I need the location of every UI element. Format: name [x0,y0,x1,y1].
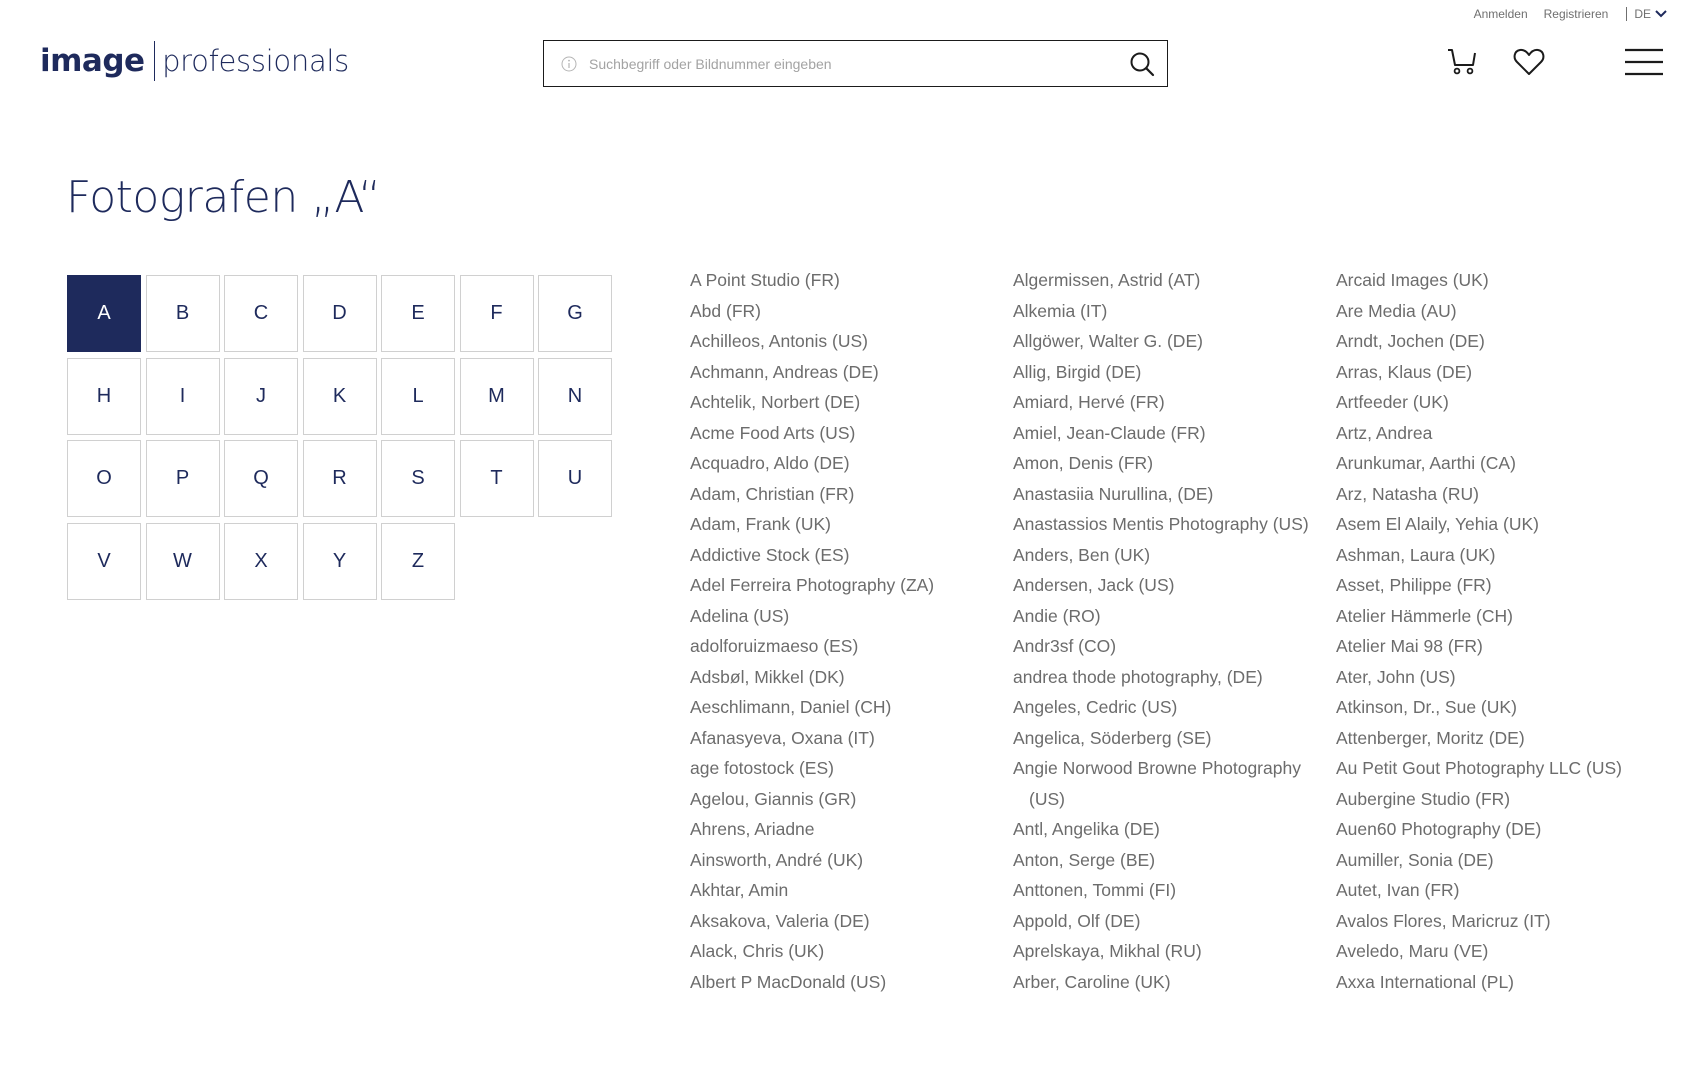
site-logo[interactable] [40,40,349,82]
letter-tile-n[interactable]: N [538,358,612,435]
letter-tile-h[interactable]: H [67,358,141,435]
letter-tile-o[interactable]: O [67,440,141,517]
photographer-link[interactable]: Amiel, Jean-Claude (FR) [1013,422,1206,443]
letter-tile-z[interactable]: Z [381,523,455,600]
letter-tile-y[interactable]: Y [303,523,377,600]
photographer-link[interactable]: Angelica, Söderberg (SE) [1013,727,1212,748]
letter-tile-e[interactable]: E [381,275,455,352]
login-link[interactable]: Anmelden [1473,7,1528,21]
letter-tile-p[interactable]: P [146,440,220,517]
photographer-link[interactable]: Angeles, Cedric (US) [1013,697,1178,717]
photographer-link[interactable]: Appold, Olf (DE) [1013,910,1141,931]
letter-tile-s[interactable]: S [381,440,455,517]
photographer-link[interactable]: andrea thode photography, (DE) [1013,666,1263,687]
photographer-link[interactable]: Atelier Mai 98 (FR) [1336,636,1483,656]
photographer-link[interactable]: Adam, Frank (UK) [690,514,831,534]
photographer-link[interactable]: Aveledo, Maru (VE) [1336,941,1489,961]
photographer-link[interactable]: Arz, Natasha (RU) [1336,483,1479,504]
photographer-link[interactable]: Arunkumar, Aarthi (CA) [1336,453,1516,473]
photographer-link[interactable]: Aeschlimann, Daniel (CH) [690,697,892,717]
logo-text-image: image [40,43,145,79]
photographer-link[interactable]: Adam, Christian (FR) [690,483,855,504]
photographer-link[interactable]: Asem El Alaily, Yehia (UK) [1336,514,1539,534]
photographer-link[interactable]: Aksakova, Valeria (DE) [690,910,870,931]
letter-tile-r[interactable]: R [303,440,377,517]
photographer-link[interactable]: Afanasyeva, Oxana (IT) [690,727,875,748]
photographer-link[interactable]: Antl, Angelika (DE) [1013,819,1160,839]
photographer-link[interactable]: Andie (RO) [1013,605,1101,626]
photographer-link[interactable]: Are Media (AU) [1336,300,1457,321]
photographer-link[interactable]: Anastasiia Nurullina, (DE) [1013,483,1214,504]
photographer-link[interactable]: Arras, Klaus (DE) [1336,361,1473,382]
letter-tile-x[interactable]: X [224,523,298,600]
letter-tile-a[interactable]: A [67,275,141,352]
search-bar [543,40,1168,87]
photographer-link[interactable]: Auen60 Photography (DE) [1336,819,1542,839]
photographer-link[interactable]: Arcaid Images (UK) [1336,270,1489,290]
photographer-link[interactable]: Anton, Serge (BE) [1013,849,1156,870]
photographer-link[interactable]: Axxa International (PL) [1336,971,1515,992]
page-title: Fotografen „A“ [66,172,381,223]
photographer-link[interactable]: age fotostock (ES) [690,758,834,778]
photographer-link[interactable]: Anttonen, Tommi (FI) [1013,880,1177,900]
heart-icon[interactable] [1513,48,1545,81]
photographer-link[interactable]: Albert P MacDonald (US) [690,971,887,992]
photographer-link[interactable]: Abd (FR) [690,300,761,321]
photographer-link[interactable]: Adelina (US) [690,605,790,626]
photographer-link[interactable]: Artfeeder (UK) [1336,392,1449,412]
search-input[interactable] [589,56,1127,72]
letter-tile-l[interactable]: L [381,358,455,435]
photographer-link[interactable]: Ashman, Laura (UK) [1336,544,1496,565]
photographer-link[interactable]: Acquadro, Aldo (DE) [690,453,850,473]
photographer-link[interactable]: Alkemia (IT) [1013,300,1108,321]
photographer-link[interactable]: adolforuizmaeso (ES) [690,636,859,656]
photographer-list-column-3 [1336,265,1656,997]
site-header [0,40,1687,90]
logo-text-professionals: professionals [162,44,349,78]
photographer-link[interactable]: Allig, Birgid (DE) [1013,361,1142,382]
photographer-list-column-2 [1013,265,1333,997]
photographer-link[interactable]: Angie Norwood Browne Photography (US) [1013,758,1301,809]
photographer-link[interactable]: Aubergine Studio (FR) [1336,788,1511,809]
photographer-link[interactable]: Agelou, Giannis (GR) [690,788,857,809]
letter-tile-c[interactable]: C [224,275,298,352]
photographer-link[interactable]: Aumiller, Sonia (DE) [1336,849,1494,870]
photographer-link[interactable]: Aprelskaya, Mikhal (RU) [1013,941,1202,961]
info-icon[interactable] [561,56,577,72]
language-selector[interactable] [1626,7,1667,21]
photographer-link[interactable]: Atelier Hämmerle (CH) [1336,605,1513,626]
letter-tile-m[interactable]: M [460,358,534,435]
letter-tile-k[interactable]: K [303,358,377,435]
chevron-down-icon [1655,10,1667,18]
letter-tile-j[interactable]: J [224,358,298,435]
register-link[interactable]: Registrieren [1543,7,1609,21]
photographer-link[interactable]: Alack, Chris (UK) [690,941,825,961]
letter-tile-u[interactable]: U [538,440,612,517]
photographer-list-column-1 [690,265,1010,997]
letter-tile-g[interactable]: G [538,275,612,352]
photographer-link[interactable]: Achilleos, Antonis (US) [690,331,868,351]
photographer-link[interactable]: Acme Food Arts (US) [690,422,856,443]
search-icon[interactable] [1127,49,1157,79]
photographer-link[interactable]: Anders, Ben (UK) [1013,544,1151,565]
letter-tile-b[interactable]: B [146,275,220,352]
photographer-link[interactable]: Ater, John (US) [1336,666,1456,687]
photographer-link[interactable]: Amon, Denis (FR) [1013,453,1154,473]
menu-icon[interactable] [1625,48,1663,81]
top-utility-bar [1458,7,1667,21]
language-label: DE [1634,7,1651,21]
photographer-link[interactable]: Allgöwer, Walter G. (DE) [1013,331,1203,351]
letter-tile-f[interactable]: F [460,275,534,352]
photographer-link[interactable]: Asset, Philippe (FR) [1336,575,1492,595]
photographer-link[interactable]: Au Petit Gout Photography LLC (US) [1336,758,1622,778]
photographer-link[interactable]: Achtelik, Norbert (DE) [690,392,861,412]
photographer-link[interactable]: A Point Studio (FR) [690,270,840,290]
photographer-link[interactable]: Adsbøl, Mikkel (DK) [690,666,845,687]
logo-divider [154,41,156,81]
photographer-link[interactable]: Arber, Caroline (UK) [1013,971,1171,992]
photographer-link[interactable]: Artz, Andrea [1336,422,1433,443]
photographer-link[interactable]: Ainsworth, André (UK) [690,849,864,870]
letter-tile-t[interactable]: T [460,440,534,517]
photographer-link[interactable]: Andr3sf (CO) [1013,636,1117,656]
photographer-link[interactable]: Ahrens, Ariadne [690,819,815,839]
photographer-link[interactable]: Arndt, Jochen (DE) [1336,331,1485,351]
photographer-link[interactable]: Akhtar, Amin [690,880,789,900]
letter-tile-d[interactable]: D [303,275,377,352]
cart-icon[interactable] [1447,48,1477,81]
photographer-link[interactable]: Amiard, Hervé (FR) [1013,392,1165,412]
photographer-link[interactable]: Avalos Flores, Maricruz (IT) [1336,910,1551,931]
photographer-link[interactable]: Autet, Ivan (FR) [1336,880,1460,900]
photographer-link[interactable]: Anastassios Mentis Photography (US) [1013,514,1309,534]
letter-tile-w[interactable]: W [146,523,220,600]
photographer-link[interactable]: Algermissen, Astrid (AT) [1013,270,1201,290]
photographer-link[interactable]: Achmann, Andreas (DE) [690,361,879,382]
letter-tile-v[interactable]: V [67,523,141,600]
photographer-link[interactable]: Addictive Stock (ES) [690,544,850,565]
photographer-link[interactable]: Adel Ferreira Photography (ZA) [690,575,935,595]
photographer-link[interactable]: Attenberger, Moritz (DE) [1336,727,1525,748]
letter-tile-q[interactable]: Q [224,440,298,517]
photographer-link[interactable]: Andersen, Jack (US) [1013,575,1175,595]
letter-tile-i[interactable]: I [146,358,220,435]
photographer-link[interactable]: Atkinson, Dr., Sue (UK) [1336,697,1517,717]
